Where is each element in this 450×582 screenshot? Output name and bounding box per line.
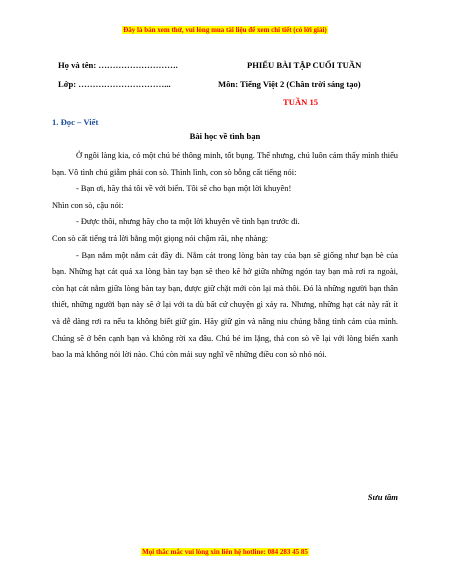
story-paragraph: Con sò cất tiếng trả lời bằng một giọng nói chậm rãi, nhẹ nhàng:: [52, 233, 269, 243]
story-body: [52, 148, 398, 364]
story-paragraph: - Bạn ơi, hãy thả tôi về với biển. Tôi sẽ cho bạn một lời khuyên!: [76, 184, 292, 194]
story-paragraph: Ở ngôi làng kia, có một chú bé thông minh, tốt bụng. Thế nhưng, chú luôn cảm thấy mình thiếu bạn. Vô tình chú giẫm phải con sò. Thình lình, con sò bỗng cất tiếng nói:: [52, 151, 398, 177]
hotline-banner: [0, 541, 450, 559]
story-paragraph: Nhìn con sò, cậu nói:: [52, 200, 124, 210]
preview-banner-text: Đây là bản xem thử, vui lòng mua tài liệu để xem chi tiết (có lời giải): [123, 26, 327, 34]
story-paragraph: - Bạn nắm một nắm cát đầy đi. Nắm cát trong lòng bàn tay của bạn sẽ giống như bạn bè của bạn. Những hạt cát quá xa lòng bàn tay bạn sẽ theo kẽ hở giữa những ngón tay bạn mà rơi ra ngoài, còn hạt cát nằm giữa lòng bàn tay bạn, được giữ chặt mới còn lại mà thôi. Đó là những người bạn thân thiết, những người bạn này sẽ ở lại với ta dù bất cứ chuyện gì xảy ra. Nhưng, những hạt cát này rất ít và dễ dàng rơi ra nếu ta không biết giữ gìn. Hãy giữ gìn và nâng niu chúng bằng tình cảm của mình. Chúng sẽ ở bên cạnh bạn và không rời xa đâu. Chú bé im lặng, thả con sò về lại với lòng biển xanh bao la mà không nói lời nào. Chú còn mải suy nghĩ về những điều con sò nhỏ nói.: [52, 250, 398, 360]
week-label: TUẦN 15: [283, 97, 319, 107]
hotline-banner-text: Mọi thắc mắc vui lòng xin liên hệ hotline: 084 283 45 85: [142, 548, 308, 556]
preview-banner: [0, 19, 450, 37]
worksheet-title: PHIẾU BÀI TẬP CUỐI TUẦN: [247, 60, 362, 70]
story-title: Bài học về tình bạn: [189, 131, 261, 141]
class-field: Lớp: …………………………...: [58, 79, 171, 89]
student-name-field: Họ và tên: ……………………….: [58, 60, 178, 70]
section-heading: 1. Đọc – Viết: [52, 117, 99, 127]
subject-line: Môn: Tiếng Việt 2 (Chân trời sáng tạo): [218, 79, 361, 89]
story-paragraph: - Được thôi, nhưng hãy cho ta một lời khuyên về tình bạn trước đi.: [76, 217, 300, 227]
source-signature: Sưu tầm: [367, 492, 398, 502]
